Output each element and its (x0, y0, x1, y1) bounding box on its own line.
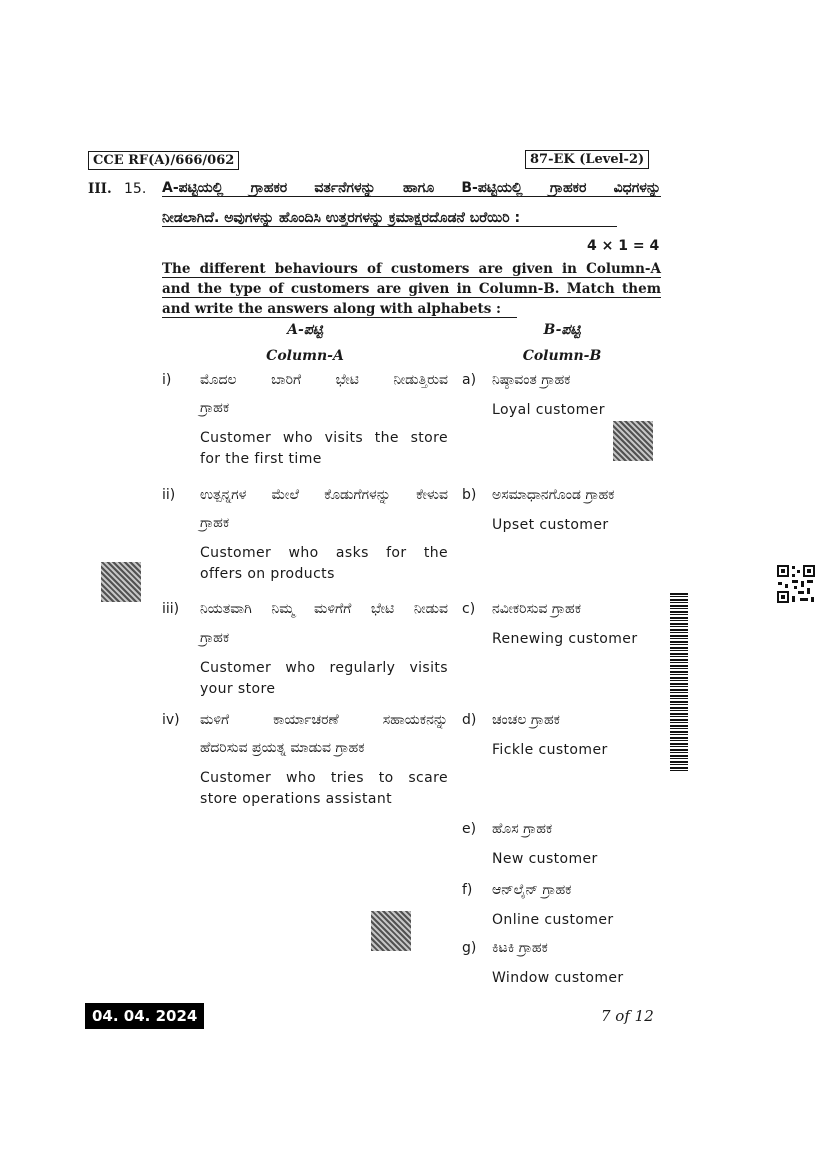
column-a-english: Customer who asks for the (200, 545, 448, 561)
page-number: 7 of 12 (601, 1007, 654, 1025)
column-a-heading-kannada: A-ಪಟ್ಟಿ (287, 322, 323, 338)
column-a-heading-english: Column-A (266, 348, 344, 364)
column-b-english: Fickle customer (492, 742, 608, 758)
column-a-english: Customer who tries to scare (200, 770, 448, 786)
column-a-kannada: ಉತ್ಪನ್ನಗಳ ಮೇಲೆ ಕೊಡುಗೆಗಳನ್ನು ಕೇಳುವ (200, 487, 448, 503)
security-pattern-icon (613, 421, 653, 461)
security-pattern-icon (101, 562, 141, 602)
column-a-english: offers on products (200, 566, 335, 582)
column-b-kannada: ಕಿಟಕಿ ಗ್ರಾಹಕ (492, 940, 548, 956)
marks-allocation: 4 × 1 = 4 (587, 238, 660, 254)
question-number: 15. (124, 181, 147, 197)
column-b-english: New customer (492, 851, 598, 867)
instruction-english-line3: and write the answers along with alphabets : (162, 301, 517, 318)
column-a-english: for the first time (200, 451, 322, 467)
column-b-english: Upset customer (492, 517, 609, 533)
column-b-letter: a) (462, 372, 477, 388)
column-b-letter: e) (462, 821, 477, 837)
column-a-english: Customer who regularly visits (200, 660, 448, 676)
column-b-letter: d) (462, 712, 477, 728)
column-a-number: iii) (162, 601, 180, 617)
column-a-kannada: ಗ್ರಾಹಕ (200, 630, 230, 646)
column-a-number: iv) (162, 712, 180, 728)
column-a-english: store operations assistant (200, 791, 393, 807)
section-number: III. (88, 181, 112, 197)
instruction-kannada-line1: A-ಪಟ್ಟಿಯಲ್ಲಿ ಗ್ರಾಹಕರ ವರ್ತನೆಗಳನ್ನು ಹಾಗೂ B-ಪಟ್ಟಿಯಲ್ಲಿ ಗ್ರಾಹಕರ ವಿಧಗಳನ್ನು (162, 180, 661, 196)
column-a-number: ii) (162, 487, 176, 503)
column-b-heading-kannada: B-ಪಟ್ಟಿ (543, 322, 581, 338)
column-b-kannada: ನವೀಕರಿಸುವ ಗ್ರಾಹಕ (492, 601, 581, 617)
exam-date: 04. 04. 2024 (85, 1003, 204, 1029)
column-b-letter: f) (462, 882, 473, 898)
column-a-kannada: ನಿಯತವಾಗಿ ನಿಮ್ಮ ಮಳಿಗೆಗೆ ಭೇಟಿ ನೀಡುವ (200, 601, 448, 617)
column-a-kannada: ಹೆದರಿಸುವ ಪ್ರಯತ್ನ ಮಾಡುವ ಗ್ರಾಹಕ (200, 740, 365, 756)
instruction-english-line2: and the type of customers are given in Column-B. Match them (162, 281, 661, 297)
column-b-kannada: ಅಸಮಾಧಾನಗೊಂಡ ಗ್ರಾಹಕ (492, 487, 615, 503)
paper-code-right: 87-EK (Level-2) (525, 150, 649, 169)
column-b-letter: c) (462, 601, 476, 617)
column-a-english: Customer who visits the store (200, 430, 448, 446)
column-b-english: Window customer (492, 970, 624, 986)
security-pattern-icon (371, 911, 411, 951)
column-b-kannada: ಚಂಚಲ ಗ್ರಾಹಕ (492, 712, 560, 728)
column-a-kannada: ಮಳಿಗೆ ಕಾರ್ಯಾಚರಣೆ ಸಹಾಯಕನನ್ನು (200, 712, 448, 728)
column-b-english: Loyal customer (492, 402, 605, 418)
column-b-letter: g) (462, 940, 477, 956)
paper-code-left: CCE RF(A)/666/062 (88, 151, 239, 170)
barcode-icon (670, 593, 688, 771)
column-a-number: i) (162, 372, 172, 388)
column-b-english: Renewing customer (492, 631, 638, 647)
instruction-english-line1: The different behaviours of customers are given in Column-A (162, 261, 661, 277)
column-b-kannada: ಹೊಸ ಗ್ರಾಹಕ (492, 821, 553, 837)
column-b-english: Online customer (492, 912, 614, 928)
column-a-kannada: ಮೊದಲ ಬಾರಿಗೆ ಭೇಟಿ ನೀಡುತ್ತಿರುವ (200, 372, 448, 388)
column-a-kannada: ಗ್ರಾಹಕ (200, 400, 230, 416)
column-a-english: your store (200, 681, 276, 697)
column-b-kannada: ಆನ್‌ಲೈನ್ ಗ್ರಾಹಕ (492, 882, 572, 898)
column-b-letter: b) (462, 487, 477, 503)
column-a-kannada: ಗ್ರಾಹಕ (200, 515, 230, 531)
instruction-kannada-line2: ನೀಡಲಾಗಿದೆ. ಅವುಗಳನ್ನು ಹೊಂದಿಸಿ ಉತ್ತರಗಳನ್ನು ಕ್ರಮಾಕ್ಷರದೊಡನೆ ಬರೆಯಿರಿ : (162, 210, 617, 227)
qr-code-icon (776, 564, 816, 604)
column-b-kannada: ನಿಷ್ಠಾವಂತ ಗ್ರಾಹಕ (492, 372, 571, 388)
column-b-heading-english: Column-B (522, 348, 602, 364)
